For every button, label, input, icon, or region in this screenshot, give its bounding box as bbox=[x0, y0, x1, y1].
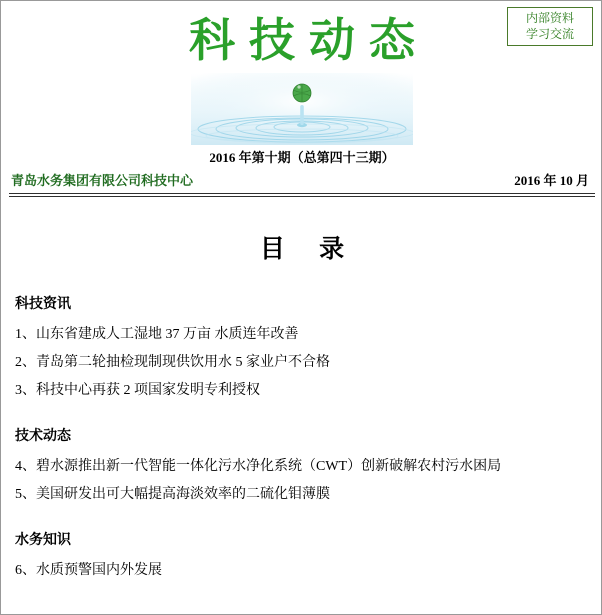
water-ripple-banner-image bbox=[191, 73, 413, 145]
table-of-contents bbox=[15, 293, 591, 591]
issue-number: 2016 年第十期（总第四十三期） bbox=[209, 150, 395, 165]
stamp-line-1: 内部资料 bbox=[525, 11, 574, 25]
toc-entry[interactable]: 6、水质预警国内外发展 bbox=[15, 563, 162, 578]
toc-section-heading: 水务知识 bbox=[15, 533, 71, 548]
toc-section-heading: 技术动态 bbox=[15, 429, 71, 444]
stamp-line-2: 学习交流 bbox=[525, 27, 574, 41]
toc-entry[interactable]: 5、美国研发出可大幅提高海淡效率的二硫化钼薄膜 bbox=[15, 487, 330, 502]
publication-date: 2016 年 10 月 bbox=[514, 173, 589, 188]
section-spacer bbox=[15, 515, 591, 529]
header-divider-top bbox=[9, 193, 595, 194]
toc-section-heading: 科技资讯 bbox=[15, 297, 71, 312]
toc-entry[interactable]: 3、科技中心再获 2 项国家发明专利授权 bbox=[15, 383, 260, 398]
toc-section-news bbox=[15, 293, 591, 405]
toc-entry[interactable]: 1、山东省建成人工湿地 37 万亩 水质连年改善 bbox=[15, 327, 299, 342]
section-spacer bbox=[15, 411, 591, 425]
toc-entry[interactable]: 2、青岛第二轮抽检现制现供饮用水 5 家业户不合格 bbox=[15, 355, 330, 370]
toc-section-knowledge bbox=[15, 529, 591, 585]
header-divider-bottom bbox=[9, 196, 595, 197]
toc-entry[interactable]: 4、碧水源推出新一代智能一体化污水净化系统（CWT）创新破解农村污水困局 bbox=[15, 459, 502, 474]
toc-title: 目 录 bbox=[259, 236, 359, 263]
publisher-organization: 青岛水务集团有限公司科技中心 bbox=[11, 173, 194, 188]
masthead-title: 科技动态 bbox=[189, 15, 429, 66]
toc-section-technology bbox=[15, 425, 591, 509]
